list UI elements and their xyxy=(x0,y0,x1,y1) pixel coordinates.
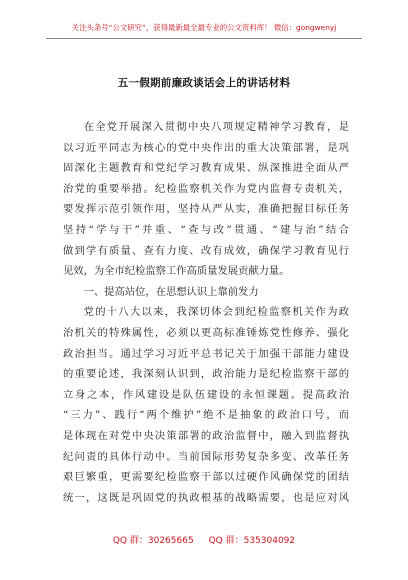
paragraph-2-line: 政治担当。通过学习习近平总书记关于加强干部能力建设 xyxy=(63,347,349,360)
paragraph-2-line: 治机关的特殊属性，必须以更高标准锤炼党性修养、强化 xyxy=(63,326,349,339)
footer xyxy=(0,533,408,546)
header-banner: 关注头条号“公文研究”，获得最新最全最专业的公文资料库！ 微信：gongwenyj xyxy=(71,23,337,32)
paragraph-1-line: 要发挥示范引领作用，坚持从严从实，准确把握目标任务 xyxy=(63,203,349,216)
paragraph-2-line: “三力”、践行“两个维护”绝不是抽象的政治口号，而 xyxy=(63,409,349,422)
paragraph-2-line: 是体现在对党中央决策部署的政治监督中，融入到监督执 xyxy=(63,429,349,442)
paragraph-2-line: 纪问责的具体行动中。当前国际形势复杂多变、改革任务 xyxy=(63,450,349,463)
section-heading: 一、提高站位，在思想认识上靠前发力 xyxy=(83,285,259,298)
paragraph-1-line: 见效，为全市纪检监察工作高质量发展贡献力量。 xyxy=(63,265,290,278)
paragraph-2-line: 党的十八大以来，我深切体会到纪检监察机关作为政 xyxy=(83,306,349,319)
paragraph-1-line: 治党的重要举措。纪检监察机关作为党内监督专责机关， xyxy=(63,182,349,195)
paragraph-1-line: 在全党开展深入贯彻中央八项规定精神学习教育，是 xyxy=(83,121,349,133)
footer-qq-group-1: QQ 群：30265665 xyxy=(112,536,194,546)
paragraph-2-line: 统一，这既是巩固党的执政根基的战略需要，也是应对风 xyxy=(63,491,349,504)
document-title: 五一假期前廉政谈话会上的讲话材料 xyxy=(117,77,291,89)
header-divider xyxy=(46,38,362,39)
paragraph-1-line: 坚持“学与干”并重、“查与改”贯通、“建与治”结合 xyxy=(63,223,349,236)
paragraph-1-line: 固深化主题教育和党纪学习教育成果、纵深推进全面从严 xyxy=(63,162,349,175)
footer-qq-group-2: QQ 群：535304092 xyxy=(208,536,296,546)
paragraph-1-line: 以习近平同志为核心的党中央作出的重大决策部署，是巩 xyxy=(63,141,349,154)
paragraph-2-line: 艰巨繁重，更需要纪检监察干部以过硬作风确保党的团结 xyxy=(63,471,349,484)
paragraph-2-line: 的重要论述，我深刻认识到，政治能力是纪检监察干部的 xyxy=(63,368,349,381)
document-body xyxy=(63,117,349,508)
paragraph-2-line: 立身之本，作风建设是队伍建设的永恒课题。提高政治 xyxy=(63,388,349,401)
paragraph-1-line: 做到学有质量、查有力度、改有成效，确保学习教育见行 xyxy=(63,244,349,257)
